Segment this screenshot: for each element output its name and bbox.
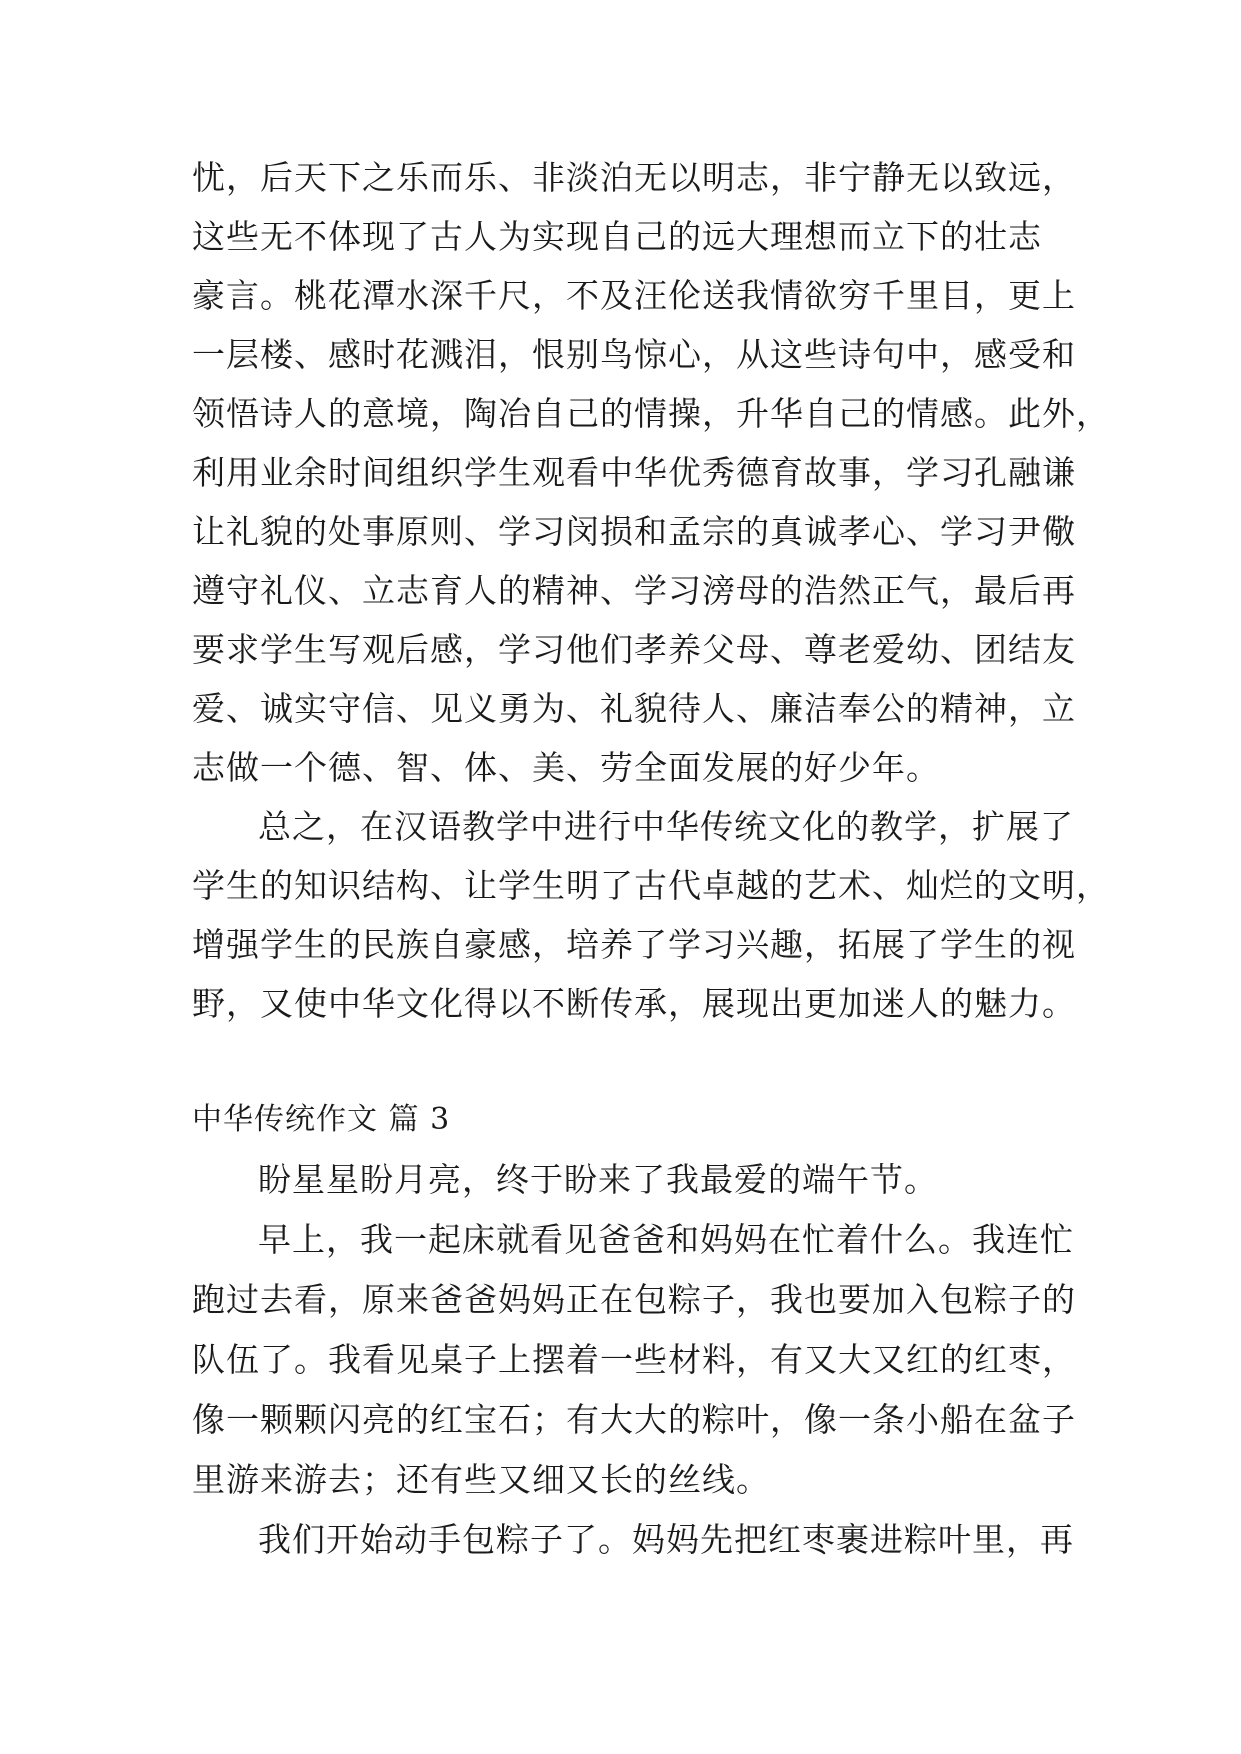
text-line: 像一颗颗闪亮的红宝石；有大大的粽叶，像一条小船在盆子 (192, 1400, 1076, 1439)
text-line: 要求学生写观后感，学习他们孝养父母、尊老爱幼、团结友 (192, 630, 1076, 669)
text-line: 增强学生的民族自豪感，培养了学习兴趣，拓展了学生的视 (192, 925, 1076, 964)
text-line: 我们开始动手包粽子了。妈妈先把红枣裹进粽叶里，再 (258, 1520, 1074, 1559)
text-line: 利用业余时间组织学生观看中华优秀德育故事，学习孔融谦 (192, 453, 1076, 492)
text-line: 遵守礼仪、立志育人的精神、学习滂母的浩然正气，最后再 (192, 571, 1076, 610)
text-line: 一层楼、感时花溅泪，恨别鸟惊心，从这些诗句中，感受和 (192, 335, 1076, 374)
text-line: 队伍了。我看见桌子上摆着一些材料，有又大又红的红枣， (192, 1340, 1076, 1379)
text-line: 里游来游去；还有些又细又长的丝线。 (192, 1460, 770, 1499)
text-line: 总之，在汉语教学中进行中华传统文化的教学，扩展了 (258, 807, 1074, 846)
text-line: 志做一个德、智、体、美、劳全面发展的好少年。 (192, 748, 940, 787)
text-line: 爱、诚实守信、见义勇为、礼貌待人、廉洁奉公的精神，立 (192, 689, 1076, 728)
section-heading: 中华传统作文 篇 3 (192, 1102, 451, 1137)
text-line: 盼星星盼月亮，终于盼来了我最爱的端午节。 (258, 1160, 938, 1199)
text-line: 早上，我一起床就看见爸爸和妈妈在忙着什么。我连忙 (258, 1220, 1074, 1259)
text-line: 让礼貌的处事原则、学习闵损和孟宗的真诚孝心、学习尹儆 (192, 512, 1076, 551)
text-line: 忧，后天下之乐而乐、非淡泊无以明志，非宁静无以致远， (192, 158, 1076, 197)
text-line: 领悟诗人的意境，陶冶自己的情操，升华自己的情感。此外， (192, 394, 1110, 433)
text-line: 学生的知识结构、让学生明了古代卓越的艺术、灿烂的文明， (192, 866, 1110, 905)
text-line: 豪言。桃花潭水深千尺，不及汪伦送我情欲穷千里目，更上 (192, 276, 1076, 315)
text-line: 野，又使中华文化得以不断传承，展现出更加迷人的魅力。 (192, 984, 1076, 1023)
text-line: 这些无不体现了古人为实现自己的远大理想而立下的壮志 (192, 217, 1042, 256)
text-line: 跑过去看，原来爸爸妈妈正在包粽子，我也要加入包粽子的 (192, 1280, 1076, 1319)
